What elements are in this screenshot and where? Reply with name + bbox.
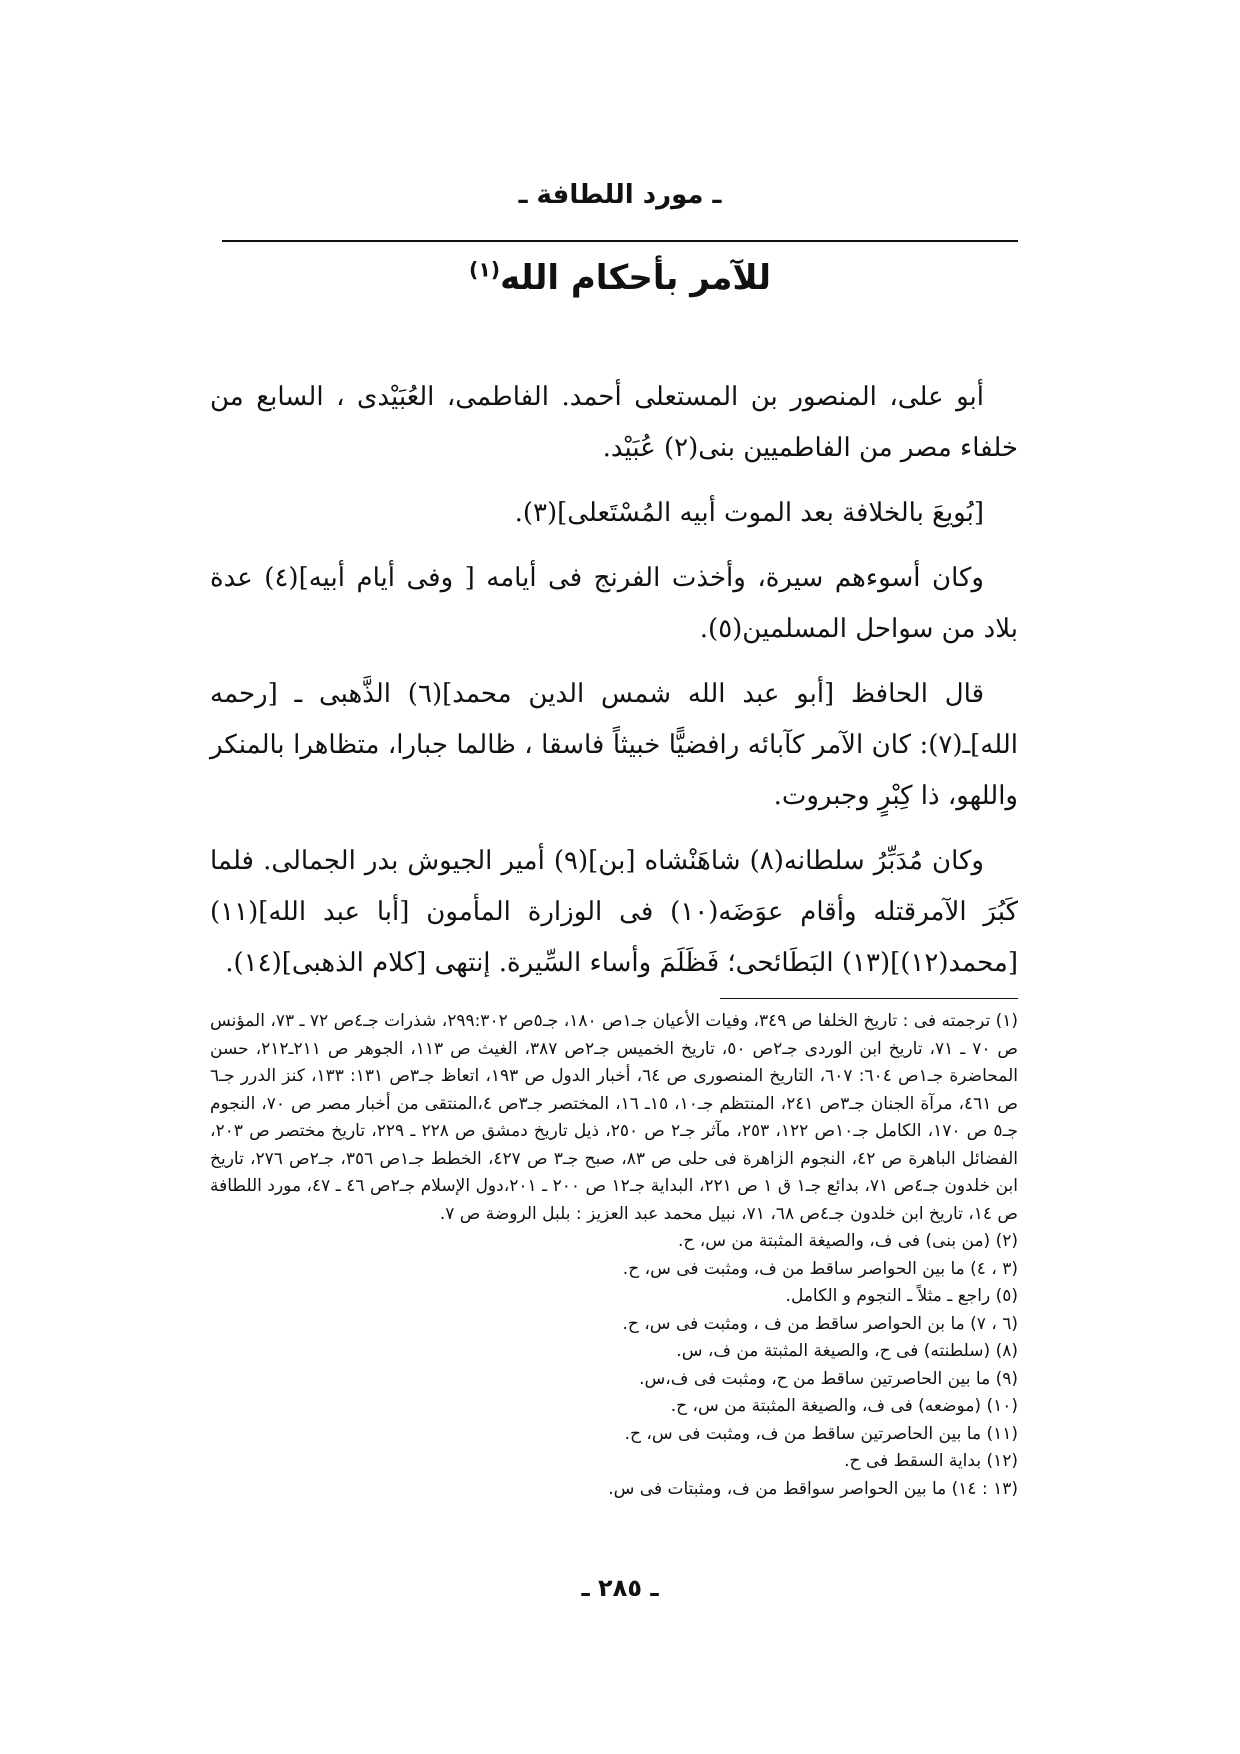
- body-paragraph-4: قال الحافظ [أبو عبد الله شمس الدين محمد](٦) الذَّهبى ـ [رحمه الله]ـ(٧): كان الآمر كآبائه رافضيًّا خبيثاً فاسقا ، ظالما جبارا، متظاهرا بالمنكر واللهو، ذا كِبْرٍ وجبروت.: [210, 679, 1018, 811]
- footnotes: [210, 1008, 1018, 1503]
- body-paragraph-5: وكان مُدَبِّرُ سلطانه(٨) شاهَنْشاه [بن](٩) أمير الجيوش بدر الجمالى. فلما كَبُرَ الآمرقتله وأقام عوَضَه(١٠) فى الوزارة المأمون [أبا عبد الله](١١) [محمد(١٢)](١٣) البَطَائحى؛ فَظَلَمَ وأساء السِّيرة. إنتهى [كلام الذهبى](١٤).: [210, 846, 1019, 978]
- footnote-5: (٥) راجع ـ مثلاً ـ النجوم و الكامل.: [785, 1286, 1018, 1306]
- footnote-12: (١٢) بداية السقط فى ح.: [844, 1451, 1018, 1471]
- footnote-1: (١) ترجمته فى : تاريخ الخلفا ص ٣٤٩، وفيات الأعيان جـ١ص ١٨٠، جـ٥ص ٢٩٩:٣٠٢، شذرات جـ٤ص ٧٢ ـ ٧٣، المؤنس ص ٧٠ ـ ٧١، تاريخ ابن الوردى جـ٢ص ٥٠، تاريخ الخميس جـ٢ص ٣٨٧، الغيث ص ١١٣، الجوهر ص ٢١١ـ٢١٢، حسن المحاضرة جـ١ص ٦٠٤: ٦٠٧، التاريخ المنصورى ص ٦٤، أخبار الدول ص ١٩٣، اتعاظ جـ٣ص ١٣١: ١٣٣، كنز الدرر جـ٦ ص ٤٦١، مرآة الجنان جـ٣ص ٢٤١، المنتظم جـ١٠، ١٥ـ ١٦، المختصر جـ٣ص ٤،المنتقى من أخبار مصر ص ٧٠، النجوم جـ٥ ص ١٧٠، الكامل جـ١٠ص ١٢٢، ٢٥٣، مآثر جـ٢ ص ٢٥٠، ذيل تاريخ دمشق ص ٢٢٨ ـ ٢٢٩، تاريخ مختصر ص ٢٠٣، الفضائل الباهرة ص ٤٢، النجوم الزاهرة فى حلى ص ٨٣، صبح جـ٣ ص ٤٢٧، الخطط جـ١ص ٣٥٦، جـ٢ص ٢٧٦، تاريخ ابن خلدون جـ٤ص ٧١، بدائع جـ١ ق ١ ص ٢٢١، البداية جـ١٢ ص ٢٠٠ ـ ٢٠١،دول الإسلام جـ٢ص ٤٦ ـ ٤٧، مورد اللطافة ص ١٤، تاريخ ابن خلدون جـ٤ص ٦٨، ٧١، نبيل محمد عبد العزيز : بلبل الروضة ص ٧.: [210, 1011, 1019, 1224]
- footnote-2: (٢) (من بنى) فى ف، والصيغة المثبتة من س، ح.: [678, 1231, 1018, 1251]
- header-rule: [222, 240, 1018, 242]
- footnote-6-7: (٦ ، ٧) ما بن الحواصر ساقط من ف ، ومثبت فى س، ح.: [622, 1313, 1018, 1334]
- running-header: ـ مورد اللطافة ـ: [518, 180, 722, 210]
- body-text: [210, 372, 1018, 1003]
- footnote-separator: [720, 998, 1018, 999]
- body-paragraph-1: أبو على، المنصور بن المستعلى أحمد. الفاطمى، العُبَيْدى ، السابع من خلفاء مصر من الفاطميين بنى(٢) عُبَيْد.: [210, 382, 1018, 463]
- body-paragraph-3: وكان أسوءهم سيرة، وأخذت الفرنج فى أيامه [ وفى أيام أبيه](٤) عدة بلاد من سواحل المسلمين(٥).: [210, 563, 1018, 644]
- page-number: ـ ٢٨٥ ـ: [581, 1574, 659, 1602]
- footnote-10: (١٠) (موضعه) فى ف، والصيغة المثبتة من س، ح.: [670, 1396, 1018, 1416]
- section-title-footnote-marker: (١): [469, 257, 501, 282]
- footnote-11: (١١) ما بين الحاصرتين ساقط من ف، ومثبت فى س، ح.: [624, 1423, 1018, 1444]
- footnote-13-14: (١٣ : ١٤) ما بين الحواصر سواقط من ف، ومثبتات فى س.: [608, 1478, 1018, 1499]
- footnote-9: (٩) ما بين الحاصرتين ساقط من ح، ومثبت فى ف،س.: [639, 1368, 1018, 1389]
- section-title-text: للآمر بأحكام الله: [500, 258, 771, 298]
- body-paragraph-2: [بُويعَ بالخلافة بعد الموت أبيه المُسْتَعلى](٣).: [514, 498, 984, 528]
- section-title: [222, 258, 1018, 298]
- footnote-3-4: (٣ ، ٤) ما بين الحواصر ساقط من ف، ومثبت فى س، ح.: [622, 1258, 1018, 1279]
- footnote-8: (٨) (سلطنته) فى ح، والصيغة المثبتة من ف، س.: [676, 1341, 1018, 1361]
